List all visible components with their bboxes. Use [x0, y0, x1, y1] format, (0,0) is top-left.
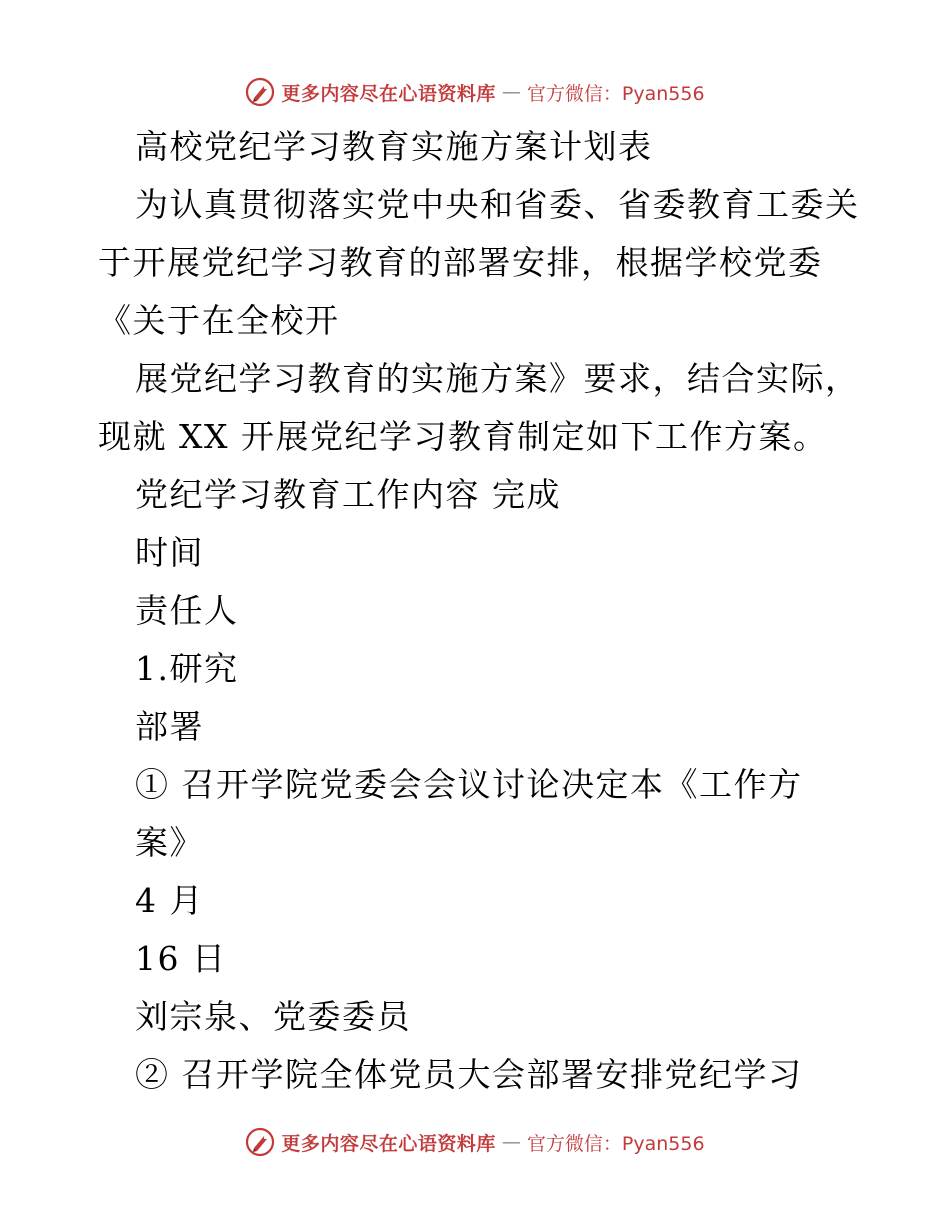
- watermark-site-text: 更多内容尽在心语资料库: [281, 1132, 496, 1155]
- section-label: 部署: [135, 707, 204, 746]
- table-header-owner: 责任人: [135, 591, 239, 630]
- pen-logo-icon: [245, 1127, 275, 1157]
- watermark-wechat-text: 官方微信：Pyan556: [526, 1132, 705, 1155]
- pen-logo-icon: [245, 77, 275, 107]
- watermark-separator: —: [501, 1131, 521, 1153]
- paragraph-line: 《关于在全校开: [98, 301, 340, 340]
- task-item: ② 召开学院全体党员大会部署安排党纪学习: [135, 1055, 803, 1094]
- task-item: 案》: [135, 823, 204, 862]
- header-watermark: [0, 72, 950, 112]
- watermark-wechat-text: 官方微信：Pyan556: [526, 82, 705, 105]
- task-date: 16 日: [135, 939, 227, 978]
- paragraph-line: 展党纪学习教育的实施方案》要求，结合实际，: [135, 359, 860, 398]
- table-header-time: 时间: [135, 533, 204, 572]
- watermark-site-text: 更多内容尽在心语资料库: [281, 82, 496, 105]
- watermark-separator: —: [501, 81, 521, 103]
- paragraph-line: 于开展党纪学习教育的部署安排，根据学校党委: [98, 243, 823, 282]
- task-date: 4 月: [135, 881, 204, 920]
- task-owner: 刘宗泉、党委委员: [135, 997, 411, 1036]
- paragraph-line: 现就 XX 开展党纪学习教育制定如下工作方案。: [98, 417, 828, 456]
- document-title: 高校党纪学习教育实施方案计划表: [135, 127, 653, 166]
- watermark-group: [245, 1127, 704, 1157]
- watermark-group: [245, 77, 704, 107]
- section-label: 1.研究: [135, 649, 239, 688]
- task-item: ① 召开学院党委会会议讨论决定本《工作方: [135, 765, 803, 804]
- paragraph-line: 为认真贯彻落实党中央和省委、省委教育工委关: [135, 185, 860, 224]
- footer-watermark: [0, 1122, 950, 1162]
- table-header-content: 党纪学习教育工作内容 完成: [135, 475, 561, 514]
